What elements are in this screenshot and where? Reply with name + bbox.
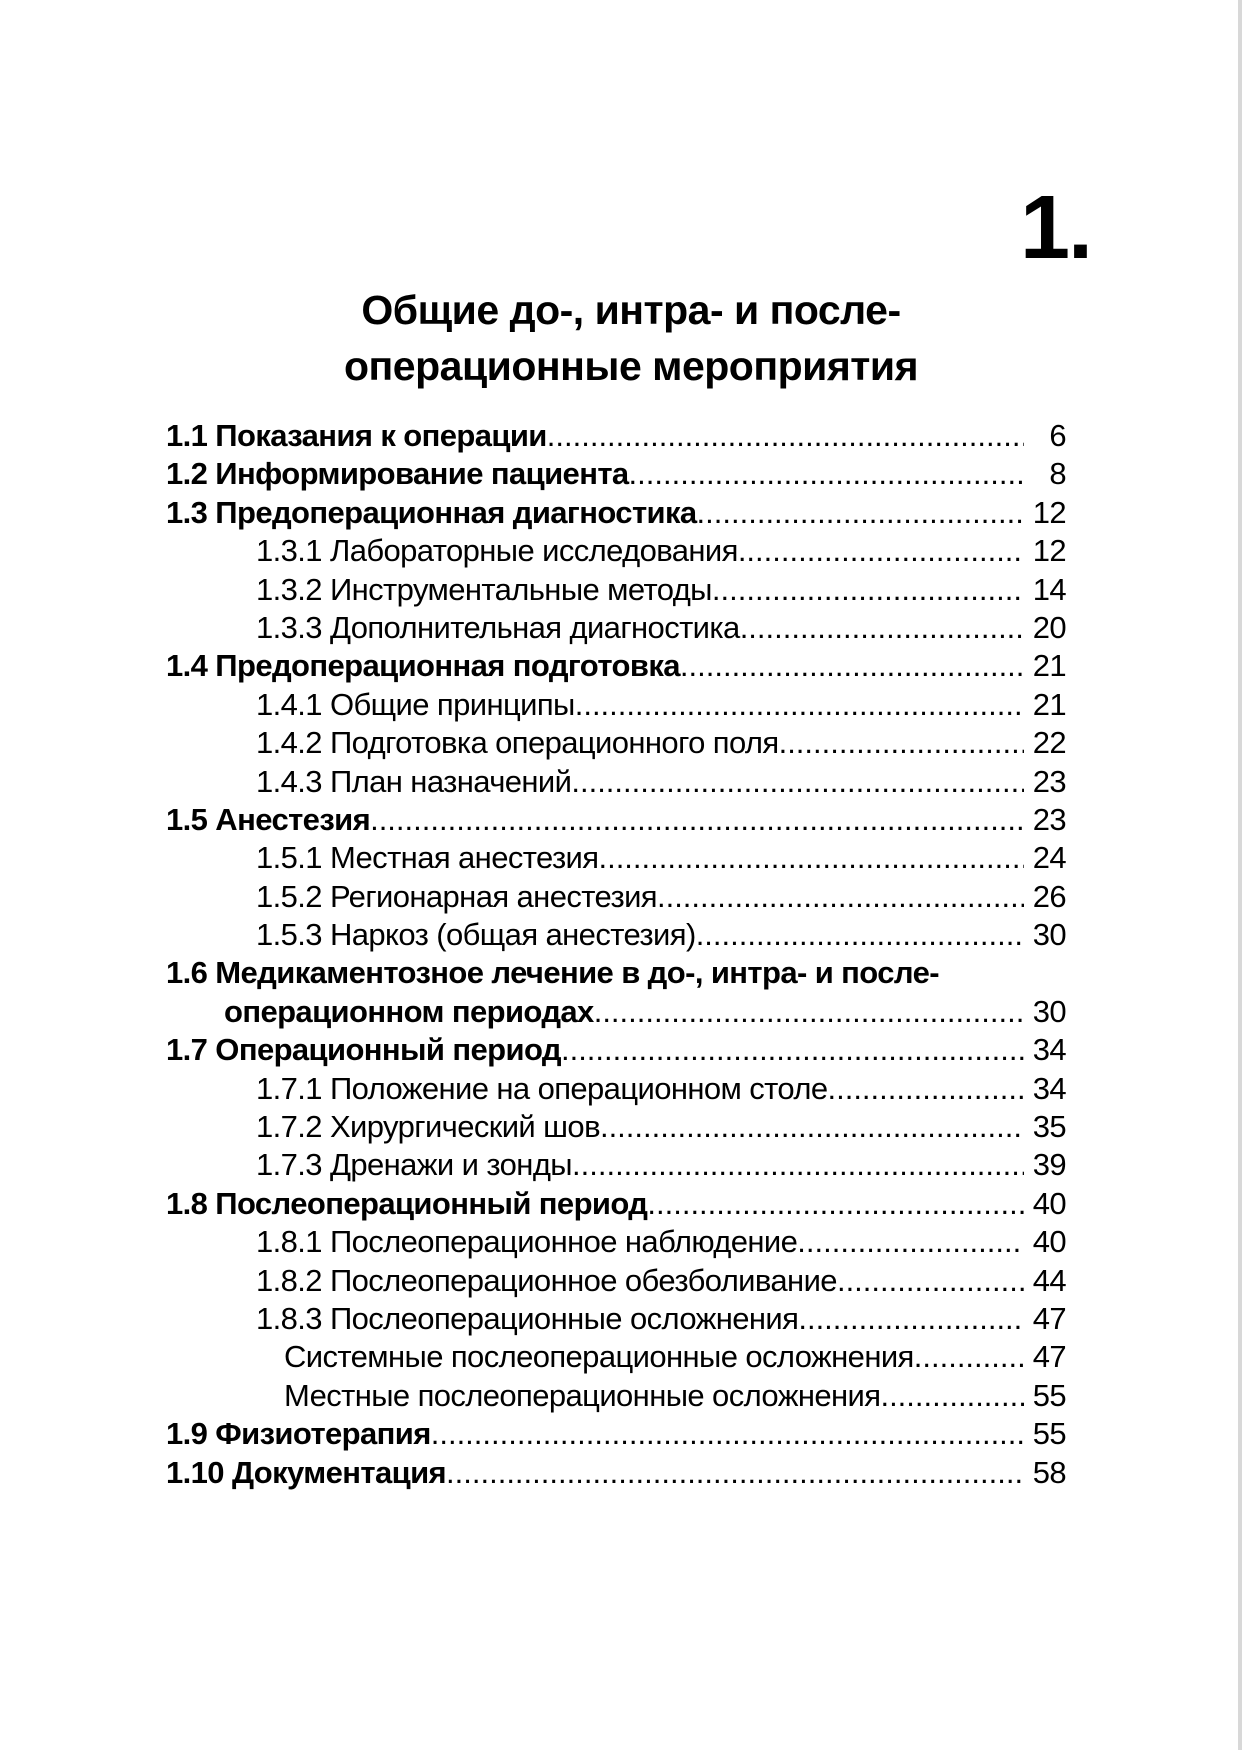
- toc-entry-label: Местные послеоперационные осложнения: [284, 1377, 881, 1413]
- toc-entry-label: 1.5.1 Местная анестезия: [256, 840, 599, 876]
- toc-entry-1-5-2[interactable]: [166, 878, 1066, 916]
- dot-leader: [880, 1377, 1024, 1415]
- toc-entry-label: операционном периодах: [224, 993, 594, 1029]
- dot-leader: [680, 647, 1024, 685]
- table-of-contents: [166, 417, 1066, 1492]
- toc-entry-label: 1.8.3 Послеоперационные осложнения: [256, 1300, 799, 1336]
- toc-page-number: 35: [1032, 1109, 1066, 1145]
- toc-entry-1-9[interactable]: [166, 1415, 1066, 1453]
- toc-page-number: 30: [1032, 993, 1066, 1029]
- toc-page-number: 8: [1049, 456, 1066, 492]
- toc-entry-1-5-3[interactable]: [166, 916, 1066, 954]
- dot-leader: [696, 916, 1024, 954]
- toc-entry-label: 1.4.2 Подготовка операционного поля: [256, 725, 779, 761]
- toc-entry-1-7-3[interactable]: [166, 1146, 1066, 1184]
- toc-page-number: 40: [1032, 1185, 1066, 1221]
- dot-leader: [575, 686, 1024, 724]
- dot-leader: [598, 839, 1024, 877]
- toc-entry-1-1[interactable]: [166, 417, 1066, 455]
- toc-entry-1-6-continued[interactable]: [166, 993, 1066, 1031]
- dot-leader: [446, 1454, 1024, 1492]
- toc-entry-label: 1.3.1 Лабораторные исследования: [256, 533, 738, 569]
- dot-leader: [571, 763, 1024, 801]
- toc-page-number: 23: [1032, 801, 1066, 837]
- toc-entry-1-4[interactable]: [166, 647, 1066, 685]
- toc-entry-1-8-2[interactable]: [166, 1262, 1066, 1300]
- toc-entry-1-3-3[interactable]: [166, 609, 1066, 647]
- dot-leader: [712, 571, 1024, 609]
- toc-entry-1-5-1[interactable]: [166, 839, 1066, 877]
- toc-entry-label: 1.8.2 Послеоперационное обезболивание: [256, 1262, 837, 1298]
- toc-entry-1-3-2[interactable]: [166, 571, 1066, 609]
- dot-leader: [547, 417, 1024, 455]
- toc-entry-1-5[interactable]: [166, 801, 1066, 839]
- toc-entry-label: 1.3.3 Дополнительная диагностика: [256, 609, 740, 645]
- toc-page-number: 14: [1032, 571, 1066, 607]
- toc-entry-label: 1.7.1 Положение на операционном столе: [256, 1070, 828, 1106]
- dot-leader: [914, 1338, 1024, 1376]
- chapter-number: 1.: [1020, 178, 1092, 278]
- toc-entry-label: 1.7.3 Дренажи и зонды: [256, 1147, 572, 1183]
- toc-entry-label: 1.10 Документация: [166, 1454, 447, 1490]
- toc-entry-1-8-3[interactable]: [166, 1300, 1066, 1338]
- toc-entry-label: 1.8 Послеоперационный период: [166, 1185, 648, 1221]
- toc-page-number: 44: [1032, 1262, 1066, 1298]
- toc-entry-label: 1.4 Предоперационная подготовка: [166, 648, 680, 684]
- dot-leader: [740, 609, 1024, 647]
- toc-entry-label: 1.4.1 Общие принципы: [256, 686, 575, 722]
- toc-entry-label: 1.5 Анестезия: [166, 801, 371, 837]
- toc-page-number: 23: [1032, 763, 1066, 799]
- toc-page-number: 47: [1032, 1339, 1066, 1375]
- dot-leader: [827, 1070, 1024, 1108]
- toc-page-number: 12: [1032, 533, 1066, 569]
- toc-page-number: 55: [1032, 1416, 1066, 1452]
- toc-entry-1-4-3[interactable]: [166, 763, 1066, 801]
- dot-leader: [629, 455, 1024, 493]
- toc-page-number: 12: [1032, 494, 1066, 530]
- toc-entry-label: 1.3 Предоперационная диагностика: [166, 494, 697, 530]
- toc-page-number: 34: [1032, 1070, 1066, 1106]
- toc-page-number: 34: [1032, 1032, 1066, 1068]
- toc-entry-1-4-1[interactable]: [166, 686, 1066, 724]
- toc-entry-1-3[interactable]: [166, 494, 1066, 532]
- chapter-title-line-1: Общие до-, интра- и после-: [361, 287, 901, 333]
- toc-entry-1-7-1[interactable]: [166, 1070, 1066, 1108]
- dot-leader: [797, 1223, 1024, 1261]
- page-edge: [1238, 0, 1242, 1750]
- dot-leader: [572, 1146, 1024, 1184]
- dot-leader: [600, 1108, 1024, 1146]
- dot-leader: [798, 1300, 1024, 1338]
- toc-page-number: 30: [1032, 917, 1066, 953]
- toc-entry-label: 1.7 Операционный период: [166, 1032, 561, 1068]
- toc-entry-1-7-2[interactable]: [166, 1108, 1066, 1146]
- toc-page-number: 24: [1032, 840, 1066, 876]
- toc-entry-1-10[interactable]: [166, 1454, 1066, 1492]
- toc-entry-label: Системные послеоперационные осложнения: [284, 1339, 914, 1375]
- toc-entry-1-4-2[interactable]: [166, 724, 1066, 762]
- toc-page-number: 20: [1032, 609, 1066, 645]
- toc-page-number: 39: [1032, 1147, 1066, 1183]
- toc-entry-local-complications[interactable]: [166, 1377, 1066, 1415]
- toc-entry-1-8-1[interactable]: [166, 1223, 1066, 1261]
- dot-leader: [738, 532, 1024, 570]
- chapter-title: [0, 282, 1242, 394]
- toc-page-number: 55: [1032, 1377, 1066, 1413]
- toc-entry-label: 1.5.3 Наркоз (общая анестезия): [256, 917, 696, 953]
- chapter-title-line-2: операционные мероприятия: [343, 343, 918, 389]
- toc-page-number: 22: [1032, 725, 1066, 761]
- dot-leader: [779, 724, 1024, 762]
- toc-entry-1-7[interactable]: [166, 1031, 1066, 1069]
- dot-leader: [370, 801, 1024, 839]
- toc-entry-label: 1.6 Медикаментозное лечение в до-, интра- и после-: [166, 955, 939, 991]
- toc-page-number: 26: [1032, 878, 1066, 914]
- toc-entry-label: 1.7.2 Хирургический шов: [256, 1109, 600, 1145]
- toc-page-number: 6: [1049, 418, 1066, 453]
- dot-leader: [431, 1415, 1024, 1453]
- toc-page-number: 40: [1032, 1224, 1066, 1260]
- dot-leader: [837, 1262, 1024, 1300]
- toc-entry-label: 1.3.2 Инструментальные методы: [256, 571, 712, 607]
- toc-entry-1-6[interactable]: [166, 954, 1066, 992]
- toc-entry-systemic-complications[interactable]: [166, 1338, 1066, 1376]
- dot-leader: [697, 494, 1024, 532]
- toc-page-number: 21: [1032, 686, 1066, 722]
- toc-page-number: 47: [1032, 1300, 1066, 1336]
- toc-page-number: 58: [1032, 1454, 1066, 1490]
- toc-entry-1-8[interactable]: [166, 1185, 1066, 1223]
- dot-leader: [594, 993, 1024, 1031]
- toc-entry-label: 1.2 Информирование пациента: [166, 456, 629, 492]
- toc-entry-label: 1.1 Показания к операции: [166, 418, 547, 453]
- toc-entry-label: 1.5.2 Регионарная анестезия: [256, 878, 657, 914]
- toc-entry-1-3-1[interactable]: [166, 532, 1066, 570]
- toc-entry-label: 1.9 Физиотерапия: [166, 1416, 431, 1452]
- toc-entry-1-2[interactable]: [166, 455, 1066, 493]
- dot-leader: [647, 1185, 1024, 1223]
- dot-leader: [657, 878, 1024, 916]
- dot-leader: [561, 1031, 1024, 1069]
- toc-page-number: 21: [1032, 648, 1066, 684]
- toc-entry-label: 1.4.3 План назначений: [256, 763, 572, 799]
- toc-entry-label: 1.8.1 Послеоперационное наблюдение: [256, 1224, 798, 1260]
